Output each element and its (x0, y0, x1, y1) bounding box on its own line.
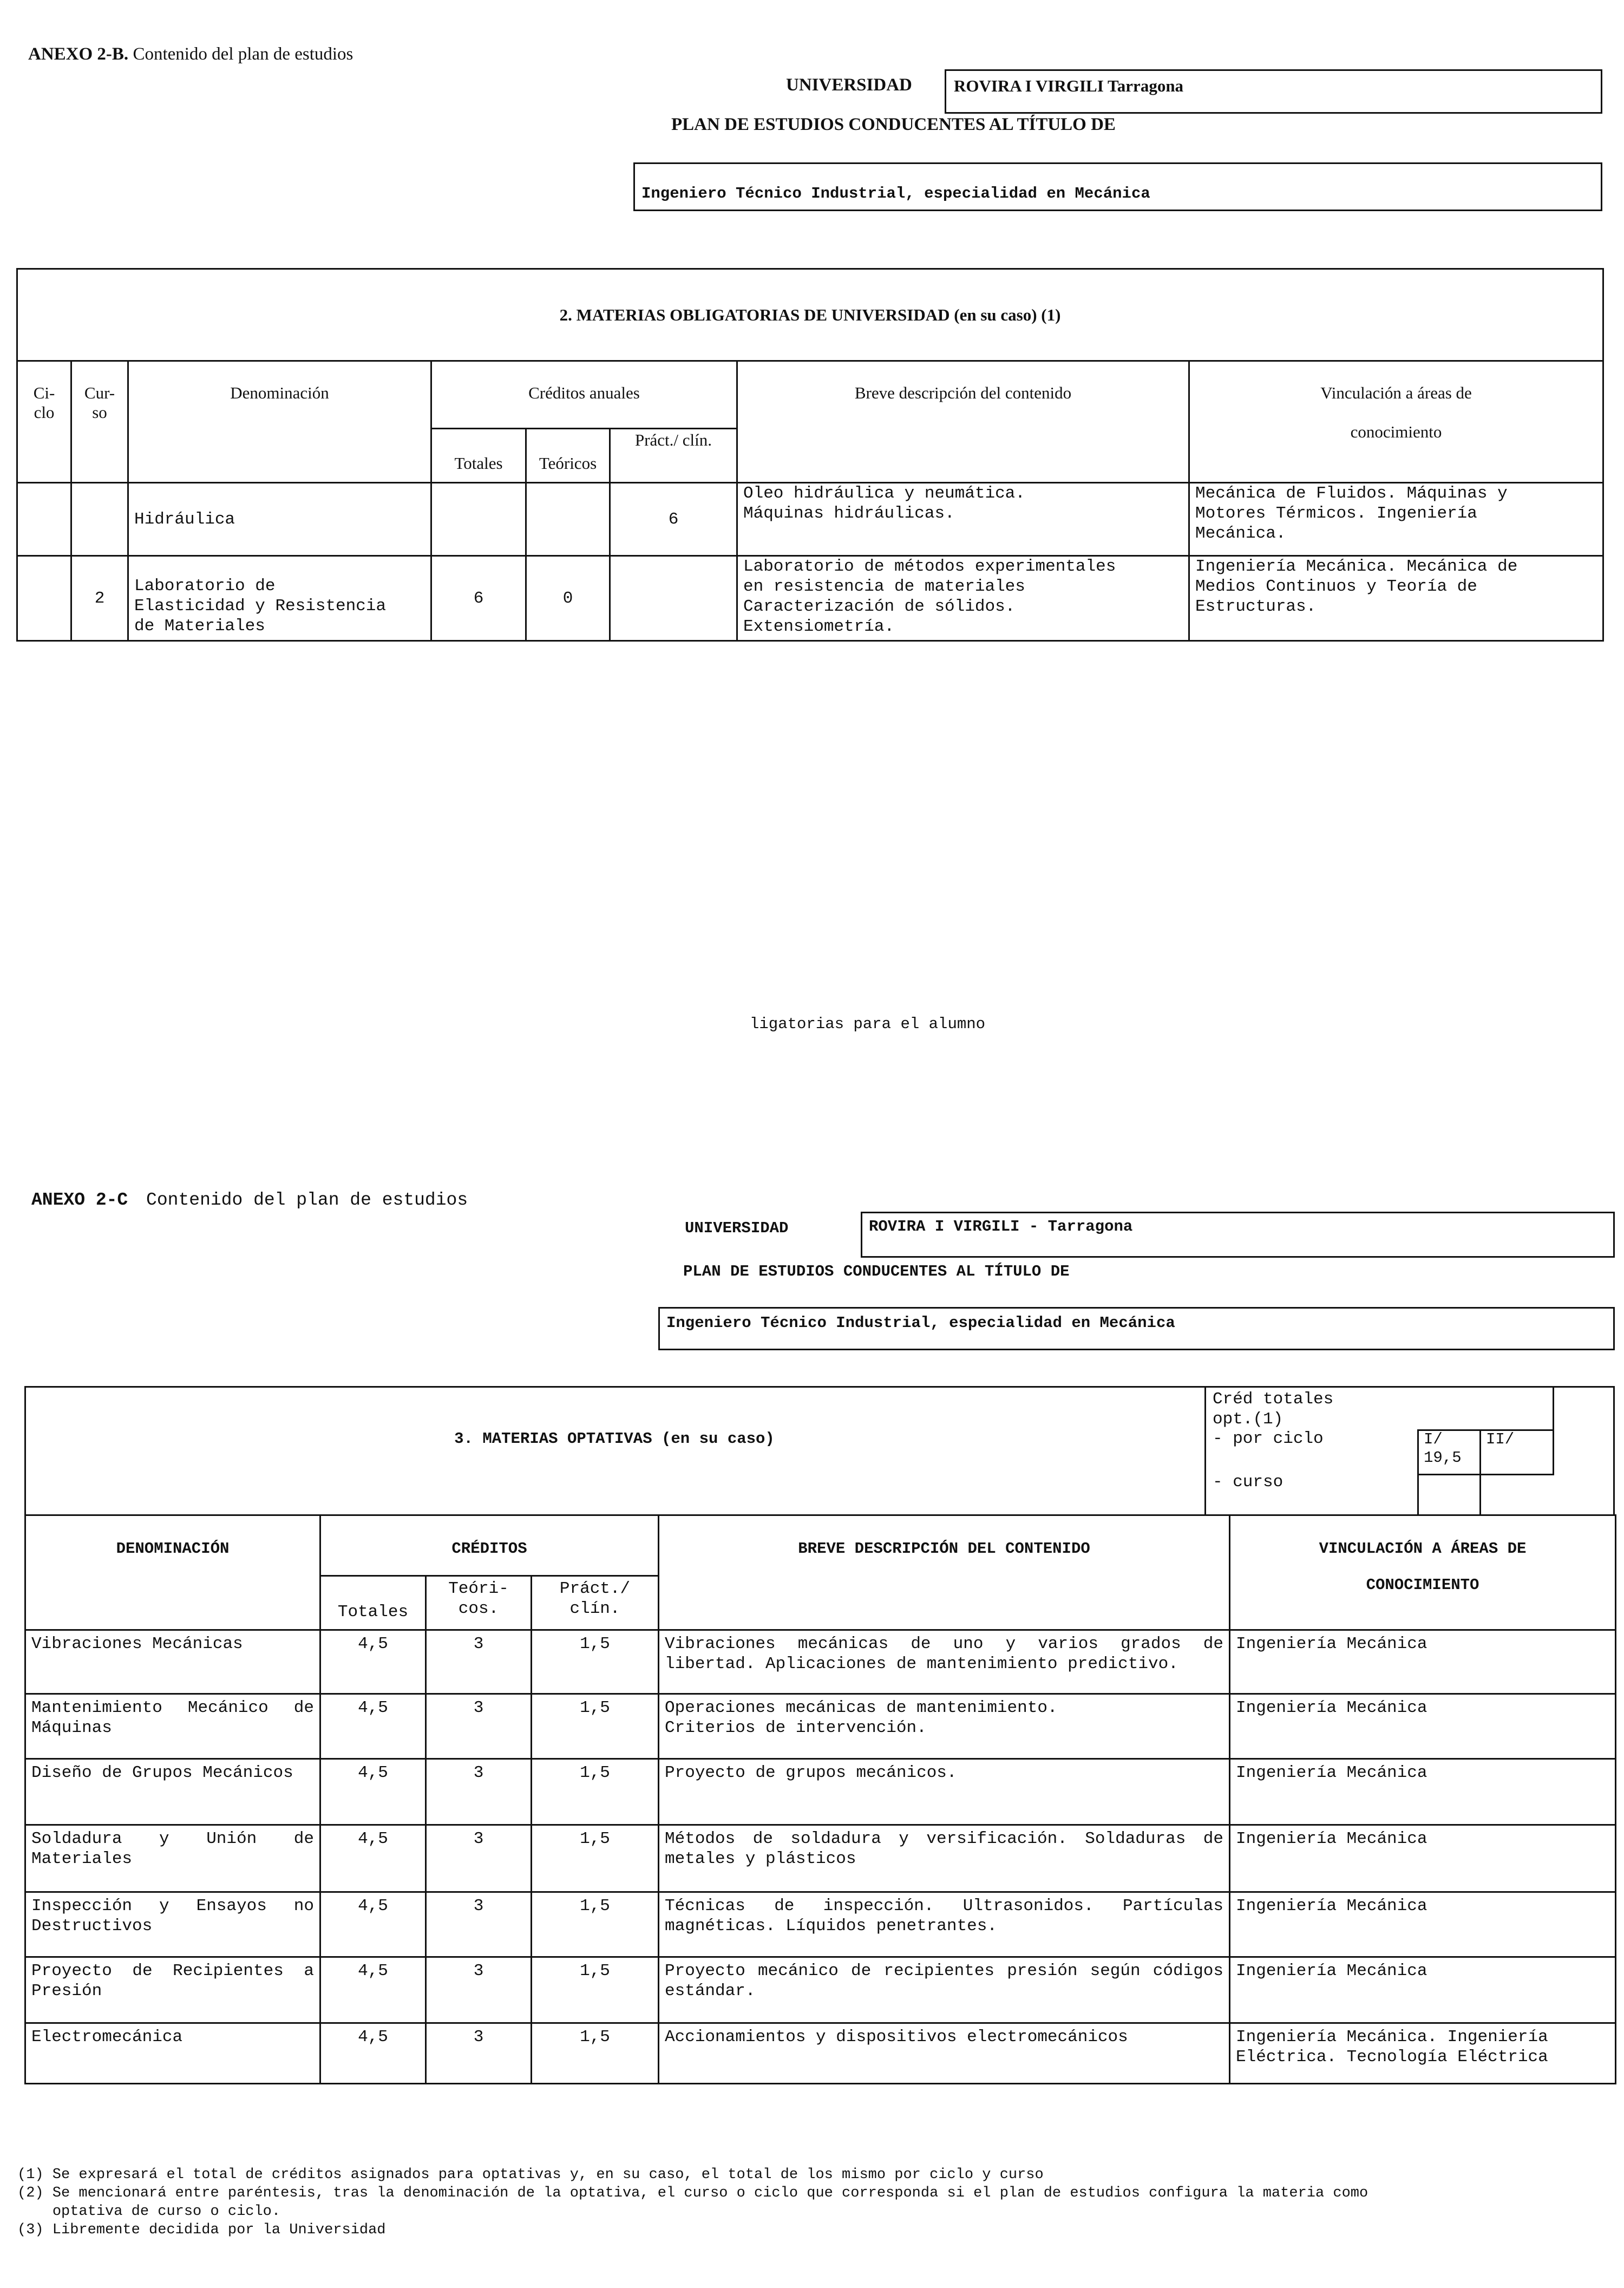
table-row (25, 1694, 1616, 1759)
row-vinculacion: Ingeniería Mecánica (1230, 1630, 1616, 1694)
row-descripcion: Proyecto de grupos mecánicos. (659, 1759, 1230, 1825)
annex-b-header (28, 44, 353, 64)
row-ciclo (17, 483, 71, 556)
row-descripcion: Oleo hidráulica y neumática. Máquinas hidráulicas. (737, 483, 1189, 556)
row-denominacion: Inspección y Ensayos no Destructivos (25, 1892, 320, 1957)
table-row (25, 2023, 1616, 2084)
header-totales-c: Totales (320, 1576, 426, 1630)
row-vinculacion: Ingeniería Mecánica (1230, 1694, 1616, 1759)
row-vinculacion: Mecánica de Fluidos. Máquinas y Motores Térmicos. Ingeniería Mecánica. (1189, 483, 1603, 556)
header-ciclo: Ci- clo (17, 361, 71, 483)
annex-c-grid-line (1553, 1429, 1554, 1475)
row-vinculacion: Ingeniería Mecánica (1230, 1759, 1616, 1825)
table-row (25, 1759, 1616, 1825)
row-vinculacion: Ingeniería Mecánica. Ingeniería Eléctrica. Tecnología Eléctrica (1230, 2023, 1616, 2084)
annex-c-title-block (24, 1386, 1615, 1516)
row-ciclo (17, 556, 71, 641)
table-row (25, 1892, 1616, 1957)
annex-c-grid-line (1417, 1474, 1554, 1475)
row-teoricos: 3 (426, 1694, 532, 1759)
header-descripcion-c: BREVE DESCRIPCIÓN DEL CONTENIDO (659, 1515, 1230, 1630)
row-denominacion: Proyecto de Recipientes a Presión (25, 1957, 320, 2023)
annex-c-plan-label: PLAN DE ESTUDIOS CONDUCENTES AL TÍTULO DE (683, 1263, 1070, 1280)
row-descripcion: Vibraciones mecánicas de uno y varios grados de libertad. Aplicaciones de mantenimiento predictivo. (659, 1630, 1230, 1694)
annex-c-curso: - curso (1213, 1473, 1284, 1492)
header-denominacion: Denominación (128, 361, 431, 483)
row-vinculacion: Ingeniería Mecánica. Mecánica de Medios Continuos y Teoría de Estructuras. (1189, 556, 1603, 641)
header-vinculacion-line1: Vinculación a áreas de (1320, 383, 1472, 402)
table-row (17, 483, 1603, 556)
row-vinculacion: Ingeniería Mecánica (1230, 1957, 1616, 2023)
row-vinculacion: Ingeniería Mecánica (1230, 1892, 1616, 1957)
footnote-3: (3) Libremente decidida por la Universidad (17, 2222, 386, 2238)
annex-c-cred-totales: Créd totales opt.(1) (1213, 1390, 1334, 1429)
header-teoricos: Teóricos (526, 429, 610, 483)
header-vinculacion-c-line1: VINCULACIÓN A ÁREAS DE (1319, 1540, 1527, 1558)
table-row (25, 1630, 1616, 1694)
row-descripcion: Laboratorio de métodos experimentales en resistencia de materiales Caracterización de sólidos. Extensiometría. (737, 556, 1189, 641)
annex-c-table (24, 1514, 1616, 2084)
row-practicos (610, 556, 737, 641)
row-descripcion: Accionamientos y dispositivos electromecánicos (659, 2023, 1230, 2084)
annex-c-por-ciclo: - por ciclo (1213, 1429, 1324, 1448)
row-totales (431, 483, 526, 556)
row-totales: 4,5 (320, 1957, 426, 2023)
header-creditos-c: CRÉDITOS (320, 1515, 659, 1576)
table-row (25, 1825, 1616, 1892)
header-denominacion-c: DENOMINACIÓN (25, 1515, 320, 1630)
row-teoricos: 3 (426, 1825, 532, 1892)
row-descripcion: Proyecto mecánico de recipientes presión según códigos estándar. (659, 1957, 1230, 2023)
row-teoricos: 0 (526, 556, 610, 641)
row-practicos: 1,5 (532, 1694, 659, 1759)
row-totales: 4,5 (320, 1892, 426, 1957)
row-teoricos: 3 (426, 1957, 532, 2023)
row-teoricos: 3 (426, 1759, 532, 1825)
footnotes (17, 2166, 1609, 2239)
row-denominacion: Hidráulica (128, 483, 431, 556)
annex-c-title: Contenido del plan de estudios (146, 1190, 468, 1210)
annex-c-grid-line (1417, 1429, 1419, 1516)
footnote-2: (2) Se mencionará entre paréntesis, tras la denominación de la optativa, el curso o ciclo que corresponda si el plan de estudios configura la materia como optativa de curso o ciclo. (17, 2185, 1368, 2220)
header-creditos-anuales: Créditos anuales (431, 361, 737, 429)
row-denominacion: Laboratorio de Elasticidad y Resistencia de Materiales (128, 556, 431, 641)
row-teoricos (526, 483, 610, 556)
annex-b-degree-value: Ingeniero Técnico Industrial, especialidad en Mecánica (633, 162, 1602, 211)
header-vinculacion-line2: conocimiento (1350, 422, 1442, 441)
row-practicos: 1,5 (532, 1759, 659, 1825)
row-descripcion: Métodos de soldadura y versificación. Soldaduras de metales y plásticos (659, 1825, 1230, 1892)
annex-c-grid-line (1479, 1429, 1481, 1516)
annex-c-header (31, 1190, 468, 1210)
annex-c-university-label: UNIVERSIDAD (685, 1219, 789, 1237)
row-totales: 4,5 (320, 2023, 426, 2084)
row-curso (71, 483, 128, 556)
header-practicos-c: Práct./ clín. (532, 1576, 659, 1630)
row-teoricos: 3 (426, 2023, 532, 2084)
annex-b-university-label: UNIVERSIDAD (786, 75, 912, 95)
annex-b-table (16, 268, 1604, 642)
row-denominacion: Mantenimiento Mecánico de Máquinas (25, 1694, 320, 1759)
header-vinculacion-c-line2: CONOCIMIENTO (1366, 1576, 1479, 1594)
annex-c-table-title: 3. MATERIAS OPTATIVAS (en su caso) (454, 1430, 775, 1448)
annex-c-university-value: ROVIRA I VIRGILI - Tarragona (861, 1212, 1615, 1258)
header-vinculacion-c (1230, 1515, 1616, 1630)
annex-b-label: ANEXO 2-B. (28, 44, 129, 64)
row-totales: 4,5 (320, 1630, 426, 1694)
annex-c-grid-line (1553, 1386, 1554, 1430)
row-totales: 4,5 (320, 1759, 426, 1825)
annex-c-ciclo-I: I/ 19,5 (1424, 1430, 1462, 1467)
row-descripcion: Técnicas de inspección. Ultrasonidos. Partículas magnéticas. Líquidos penetrantes. (659, 1892, 1230, 1957)
annex-b-table-title: 2. MATERIAS OBLIGATORIAS DE UNIVERSIDAD (en su caso) (1) (17, 269, 1603, 361)
row-practicos: 6 (610, 483, 737, 556)
header-curso: Cur- so (71, 361, 128, 483)
annex-b-title: Contenido del plan de estudios (133, 44, 353, 64)
annex-b-plan-label: PLAN DE ESTUDIOS CONDUCENTES AL TÍTULO DE (671, 115, 1116, 134)
header-totales: Totales (431, 429, 526, 483)
table-row (25, 1957, 1616, 2023)
row-teoricos: 3 (426, 1630, 532, 1694)
annex-c-label: ANEXO 2-C (31, 1190, 128, 1210)
row-vinculacion: Ingeniería Mecánica (1230, 1825, 1616, 1892)
annex-b-university-value: ROVIRA I VIRGILI Tarragona (945, 69, 1602, 114)
row-practicos: 1,5 (532, 1825, 659, 1892)
row-practicos: 1,5 (532, 1630, 659, 1694)
row-practicos: 1,5 (532, 2023, 659, 2084)
row-denominacion: Diseño de Grupos Mecánicos (25, 1759, 320, 1825)
annex-c-ciclo-II: II/ (1486, 1430, 1515, 1448)
row-teoricos: 3 (426, 1892, 532, 1957)
row-curso: 2 (71, 556, 128, 641)
footnote-1: (1) Se expresará el total de créditos asignados para optativas y, en su caso, el total de los mismo por ciclo y curso (17, 2167, 1044, 2183)
row-denominacion: Electromecánica (25, 2023, 320, 2084)
row-totales: 6 (431, 556, 526, 641)
annex-b-footer-fragment: ligatorias para el alumno (750, 1015, 986, 1033)
header-teoricos-c: Teóri- cos. (426, 1576, 532, 1630)
row-denominacion: Vibraciones Mecánicas (25, 1630, 320, 1694)
row-descripcion: Operaciones mecánicas de mantenimiento. Criterios de intervención. (659, 1694, 1230, 1759)
annex-c-title-divider (1204, 1386, 1206, 1516)
header-descripcion: Breve descripción del contenido (737, 361, 1189, 483)
annex-c-degree-value: Ingeniero Técnico Industrial, especialidad en Mecánica (658, 1307, 1615, 1350)
header-practicos: Práct./ clín. (610, 429, 737, 483)
row-denominacion: Soldadura y Unión de Materiales (25, 1825, 320, 1892)
row-totales: 4,5 (320, 1694, 426, 1759)
table-row (17, 556, 1603, 641)
row-practicos: 1,5 (532, 1957, 659, 2023)
row-totales: 4,5 (320, 1825, 426, 1892)
header-vinculacion (1189, 361, 1603, 483)
row-practicos: 1,5 (532, 1892, 659, 1957)
